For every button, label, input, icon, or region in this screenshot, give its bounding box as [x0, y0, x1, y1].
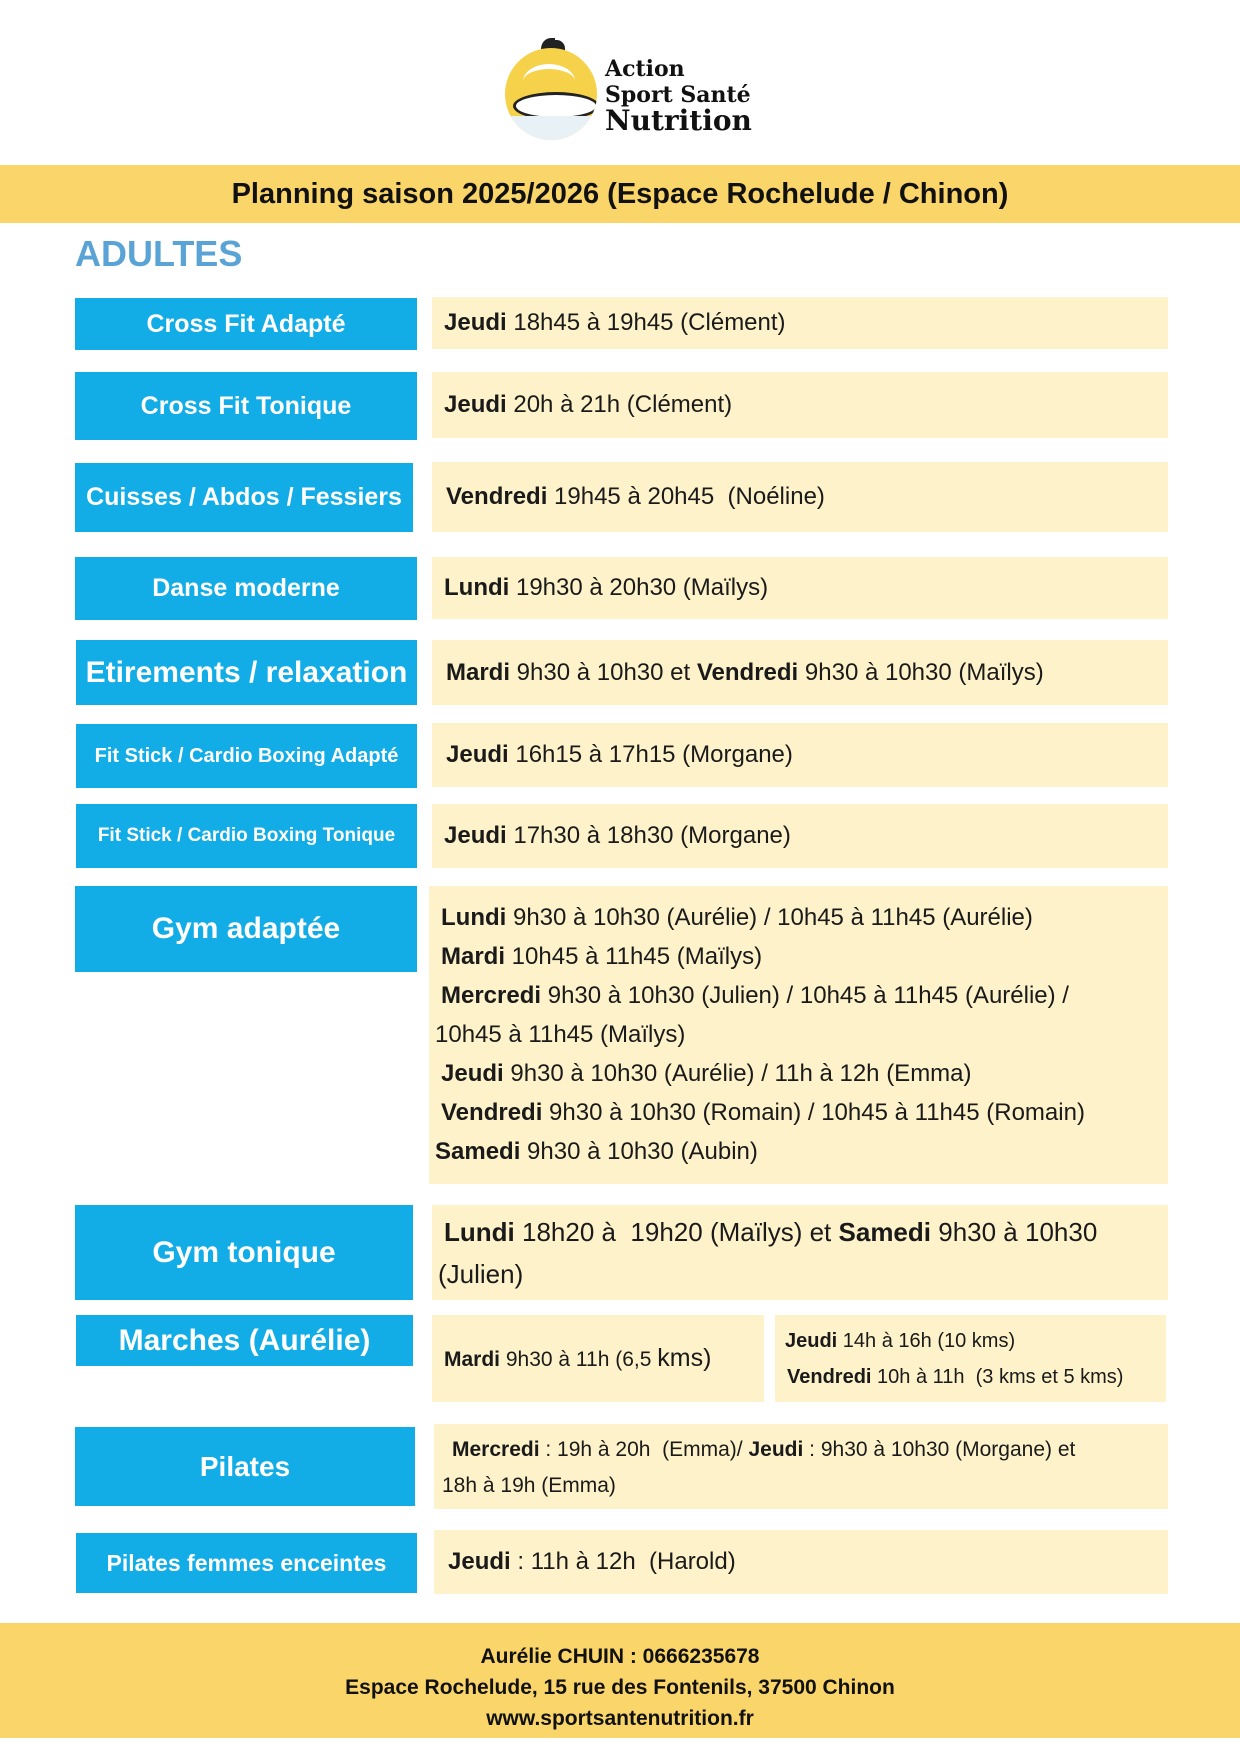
- day: Lundi: [441, 904, 507, 931]
- unit: kms): [657, 1344, 712, 1372]
- contact-phone: Aurélie CHUIN : 0666235678: [480, 1645, 760, 1668]
- activity-label-fit-stick-tonique: [76, 804, 417, 868]
- activity-label-cuisses-abdos-fessiers: [75, 463, 413, 532]
- time: 19h30 à 20h30 (Maïlys): [509, 574, 769, 601]
- day: Jeudi: [785, 1330, 838, 1352]
- day: Jeudi: [748, 1438, 804, 1461]
- time: 9h30 à 10h30: [931, 1217, 1098, 1247]
- activity-label-pilates: [75, 1427, 415, 1506]
- activity-name: Marches (Aurélie): [118, 1323, 371, 1357]
- schedule-cuisses-abdos-fessiers: [432, 462, 1168, 532]
- time: : 9h30 à 10h30 (Morgane) et: [803, 1438, 1076, 1461]
- time: 9h30 à 10h30 (Aurélie) / 10h45 à 11h45 (Aurélie): [506, 904, 1033, 931]
- day: Vendredi: [446, 483, 548, 510]
- day: Mercredi: [441, 982, 542, 1009]
- activity-label-cross-fit-adapte: [75, 298, 417, 350]
- schedule-line: [441, 937, 1168, 976]
- day: Mardi: [441, 943, 506, 970]
- title-banner: [0, 165, 1240, 223]
- address: Espace Rochelude, 15 rue des Fontenils, 37500 Chinon: [345, 1676, 895, 1699]
- day: Lundi: [444, 574, 510, 601]
- time: 14h à 16h (10 kms): [837, 1330, 1016, 1352]
- time: 9h30 à 10h30 (Aubin): [520, 1138, 758, 1165]
- page-title: Planning saison 2025/2026 (Espace Rochelude / Chinon): [231, 178, 1009, 210]
- activity-label-marches: [76, 1315, 413, 1366]
- time: 18h à 19h (Emma): [442, 1474, 616, 1497]
- section-title: ADULTES: [75, 233, 243, 274]
- activity-name: Fit Stick / Cardio Boxing Adapté: [94, 744, 399, 767]
- time: : 11h à 12h (Harold): [510, 1548, 736, 1575]
- schedule-line: [441, 976, 1168, 1015]
- day: Lundi: [444, 1217, 515, 1247]
- schedule-line: [441, 1093, 1168, 1132]
- schedule-gym-adaptee: [429, 886, 1168, 1184]
- day: Jeudi: [448, 1548, 511, 1575]
- day: Jeudi: [441, 1060, 504, 1087]
- schedule-line: [435, 1015, 1168, 1054]
- day: Mardi: [446, 658, 511, 686]
- day: Jeudi: [446, 741, 509, 768]
- day: Jeudi: [444, 391, 507, 418]
- schedule-marches-mardi: [432, 1315, 764, 1402]
- schedule-fit-stick-tonique: [432, 804, 1168, 868]
- time: 18h45 à 19h45 (Clément): [506, 309, 786, 336]
- time: (Julien): [438, 1259, 524, 1289]
- day: Jeudi: [444, 309, 507, 336]
- logo-line-3: Nutrition: [605, 104, 752, 137]
- footer: [0, 1623, 1240, 1738]
- schedule-line: [441, 1054, 1168, 1093]
- day: Vendredi: [441, 1099, 543, 1126]
- day: Vendredi: [787, 1366, 872, 1388]
- day: Vendredi: [696, 658, 799, 686]
- day: Mardi: [444, 1348, 501, 1371]
- time: 10h45 à 11h45 (Maïlys): [435, 1021, 686, 1048]
- activity-name: Gym tonique: [152, 1235, 336, 1269]
- activity-label-etirements-relaxation: [76, 640, 417, 705]
- activity-label-fit-stick-adapte: [76, 724, 417, 788]
- schedule-fit-stick-adapte: [432, 723, 1168, 787]
- time: 18h20 à 19h20 (Maïlys) et: [514, 1217, 839, 1247]
- schedule-danse-moderne: [432, 557, 1168, 619]
- schedule-line: [441, 898, 1168, 937]
- activity-name: Cuisses / Abdos / Fessiers: [86, 483, 402, 511]
- time: 9h30 à 10h30 (Julien) / 10h45 à 11h45 (Aurélie) /: [541, 982, 1069, 1009]
- time: 10h à 11h (3 kms et 5 kms): [871, 1366, 1124, 1388]
- time: : 19h à 20h (Emma)/: [539, 1438, 749, 1461]
- activity-name: Etirements / relaxation: [85, 655, 408, 689]
- website-link[interactable]: www.sportsantenutrition.fr: [486, 1707, 754, 1730]
- activity-name: Gym adaptée: [151, 912, 341, 945]
- day: Mercredi: [452, 1438, 540, 1461]
- activity-name: Pilates: [199, 1450, 291, 1482]
- schedule-line: [435, 1132, 1168, 1171]
- schedule-pilates-femmes-enceintes: [434, 1530, 1168, 1594]
- activity-name: Pilates femmes enceintes: [106, 1549, 387, 1576]
- activity-label-danse-moderne: [75, 557, 417, 620]
- time: 19h45 à 20h45 (Noéline): [547, 483, 825, 510]
- day: Samedi: [435, 1138, 521, 1165]
- time: 9h30 à 10h30 (Aurélie) / 11h à 12h (Emma): [503, 1060, 972, 1087]
- time: 9h30 à 10h30 et: [510, 658, 697, 686]
- schedule-pilates: [434, 1424, 1168, 1509]
- schedule-gym-tonique: [432, 1205, 1168, 1300]
- schedule-etirements-relaxation: [432, 640, 1168, 705]
- activity-name: Fit Stick / Cardio Boxing Tonique: [97, 825, 396, 846]
- time: 9h30 à 10h30 (Romain) / 10h45 à 11h45 (Romain): [542, 1099, 1085, 1126]
- activity-name: Cross Fit Adapté: [146, 309, 346, 338]
- time: 20h à 21h (Clément): [506, 391, 733, 418]
- time: 9h30 à 11h (6,5: [500, 1348, 658, 1371]
- time: 16h15 à 17h15 (Morgane): [508, 741, 793, 768]
- day: Jeudi: [444, 822, 507, 849]
- activity-name: Danse moderne: [152, 574, 340, 602]
- logo-line-1: Action: [605, 56, 685, 82]
- activity-label-pilates-femmes-enceintes: [76, 1533, 417, 1593]
- logo-line-2: Sport Santé: [605, 82, 751, 108]
- activity-label-cross-fit-tonique: [75, 372, 417, 440]
- logo-wordmark: [605, 56, 752, 137]
- schedule-marches-jeudi-vendredi: [775, 1315, 1166, 1402]
- day: Samedi: [838, 1217, 932, 1247]
- brand-logo: [505, 38, 775, 148]
- activity-label-gym-adaptee: [75, 886, 417, 972]
- time: 17h30 à 18h30 (Morgane): [506, 822, 791, 849]
- schedule-cross-fit-tonique: [432, 372, 1168, 438]
- logo-emblem-icon: [505, 48, 597, 140]
- activity-name: Cross Fit Tonique: [140, 391, 352, 420]
- time: 9h30 à 10h30 (Maïlys): [798, 658, 1044, 686]
- activity-label-gym-tonique: [75, 1205, 413, 1300]
- time: 10h45 à 11h45 (Maïlys): [505, 943, 763, 970]
- schedule-cross-fit-adapte: [432, 297, 1168, 349]
